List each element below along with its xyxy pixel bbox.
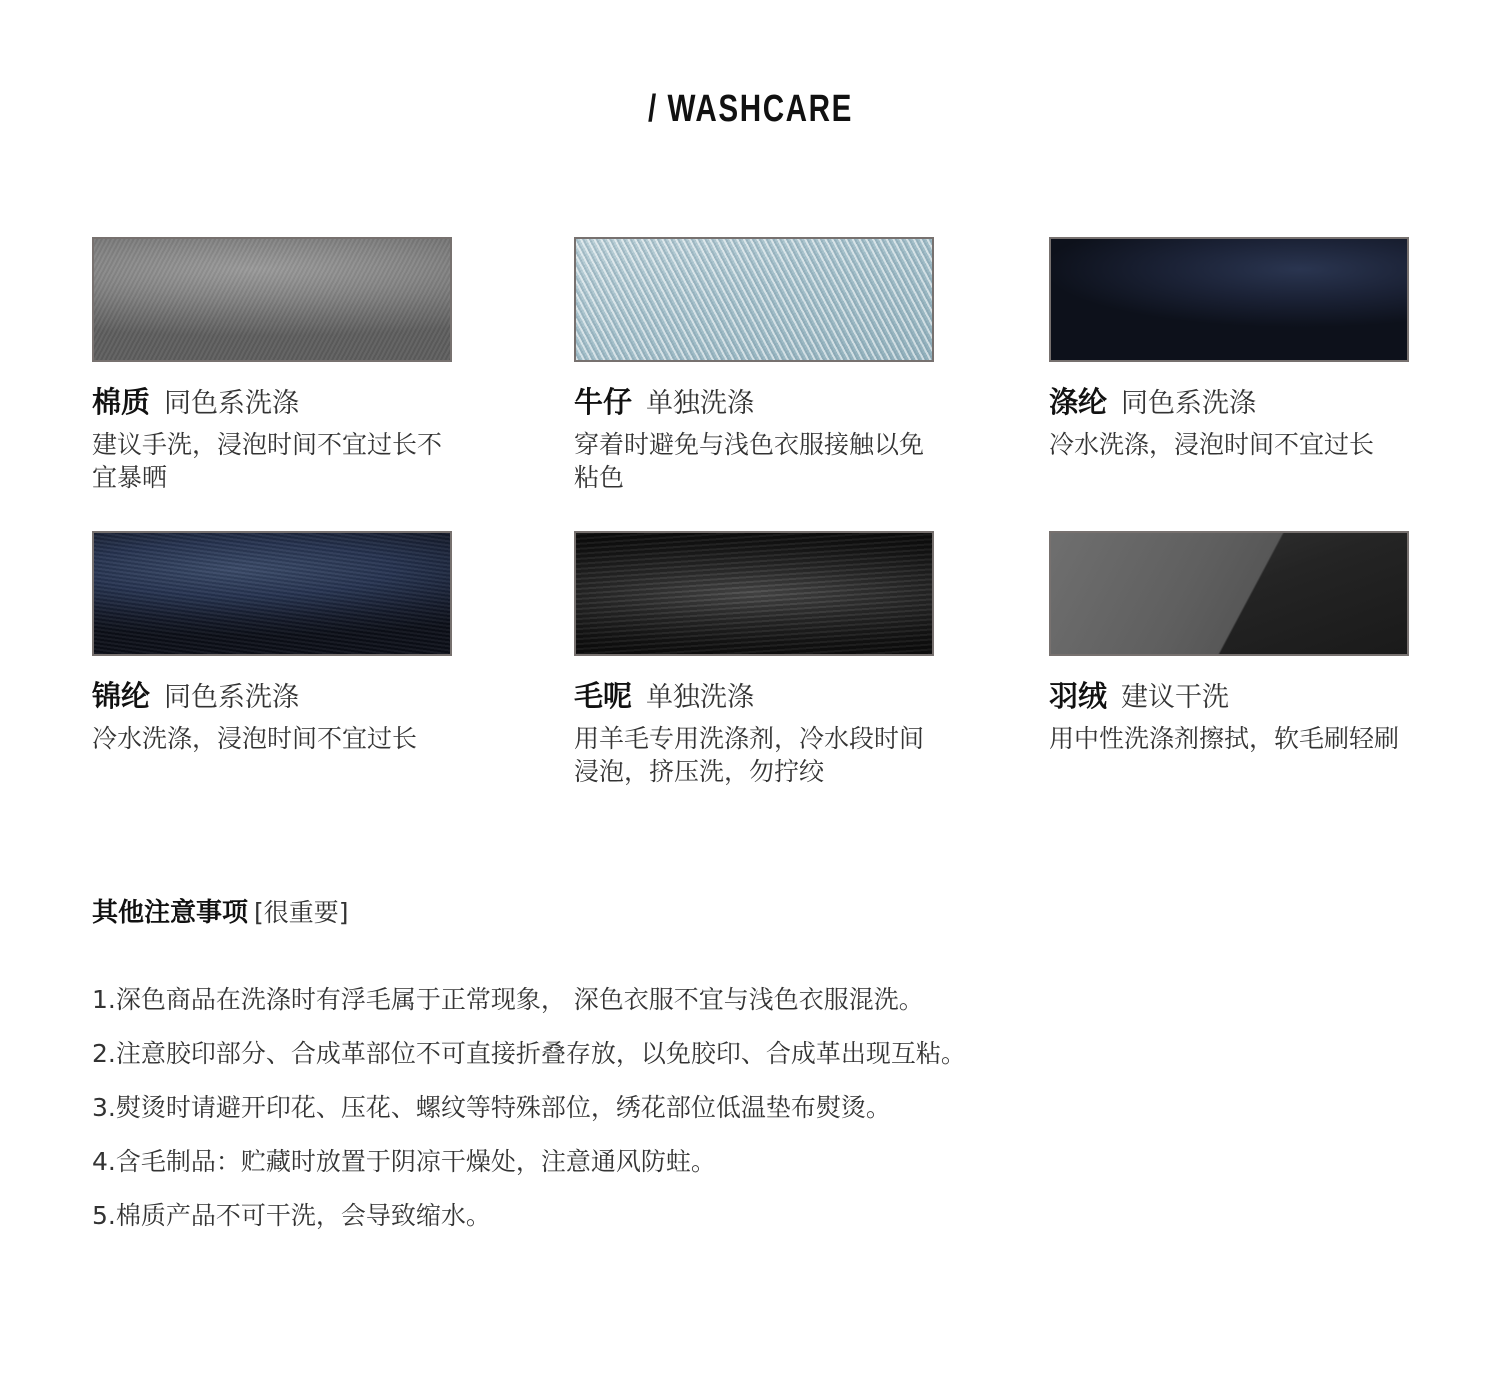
- denim-swatch-image: [574, 237, 934, 362]
- wool-swatch-image: [574, 531, 934, 656]
- note-item: 3.熨烫时请避开印花、压花、螺纹等特殊部位，绣花部位低温垫布熨烫。: [92, 1093, 891, 1122]
- fabric-name: 涤纶: [1049, 385, 1108, 419]
- note-item: 1.深色商品在洗涤时有浮毛属于正常现象， 深色衣服不宜与浅色衣服混洗。: [92, 985, 924, 1014]
- fabric-name: 毛呢: [574, 679, 633, 713]
- card-header: [574, 382, 934, 422]
- wash-method: 同色系洗涤: [164, 388, 300, 419]
- nylon-swatch-image: [92, 531, 452, 656]
- notes-heading: [92, 893, 349, 933]
- wash-method: 同色系洗涤: [164, 682, 300, 713]
- fabric-card-cotton: [92, 237, 452, 494]
- fabric-card-polyester: [1049, 237, 1409, 461]
- care-description: 穿着时避免与浅色衣服接触以免粘色: [574, 430, 925, 492]
- care-description: 用羊毛专用洗涤剂，冷水段时间浸泡，挤压洗，勿拧绞: [574, 724, 925, 786]
- fabric-card-nylon: [92, 531, 452, 755]
- care-description: 冷水洗涤，浸泡时间不宜过长: [1049, 430, 1375, 459]
- care-description: 建议手洗，浸泡时间不宜过长不宜暴晒: [92, 430, 443, 492]
- notes-importance-tag: [很重要]: [254, 898, 349, 927]
- notes-title: 其他注意事项: [92, 898, 249, 928]
- down-swatch-image: [1049, 531, 1409, 656]
- fabric-name: 棉质: [92, 385, 151, 419]
- page-title: / WASHCARE: [647, 88, 853, 130]
- fabric-name: 牛仔: [574, 385, 633, 419]
- card-header: [1049, 382, 1409, 422]
- wash-method: 单独洗涤: [646, 682, 755, 713]
- fabric-card-down: [1049, 531, 1409, 755]
- card-header: [574, 676, 934, 716]
- note-item: 2.注意胶印部分、合成革部位不可直接折叠存放，以免胶印、合成革出现互粘。: [92, 1039, 966, 1068]
- note-item: 5.棉质产品不可干洗，会导致缩水。: [92, 1201, 491, 1230]
- cotton-swatch-image: [92, 237, 452, 362]
- wash-method: 建议干洗: [1121, 682, 1230, 713]
- care-description: 冷水洗涤，浸泡时间不宜过长: [92, 724, 418, 753]
- polyester-swatch-image: [1049, 237, 1409, 362]
- note-item: 4.含毛制品：贮藏时放置于阴凉干燥处，注意通风防蛀。: [92, 1147, 716, 1176]
- wash-method: 单独洗涤: [646, 388, 755, 419]
- card-header: [1049, 676, 1409, 716]
- fabric-card-denim: [574, 237, 934, 494]
- wash-method: 同色系洗涤: [1121, 388, 1257, 419]
- card-header: [92, 382, 452, 422]
- fabric-name: 锦纶: [92, 679, 151, 713]
- care-description: 用中性洗涤剂擦拭，软毛刷轻刷: [1049, 724, 1400, 753]
- fabric-card-wool: [574, 531, 934, 788]
- fabric-name: 羽绒: [1049, 679, 1108, 713]
- notes-list: [92, 982, 1392, 1252]
- card-header: [92, 676, 452, 716]
